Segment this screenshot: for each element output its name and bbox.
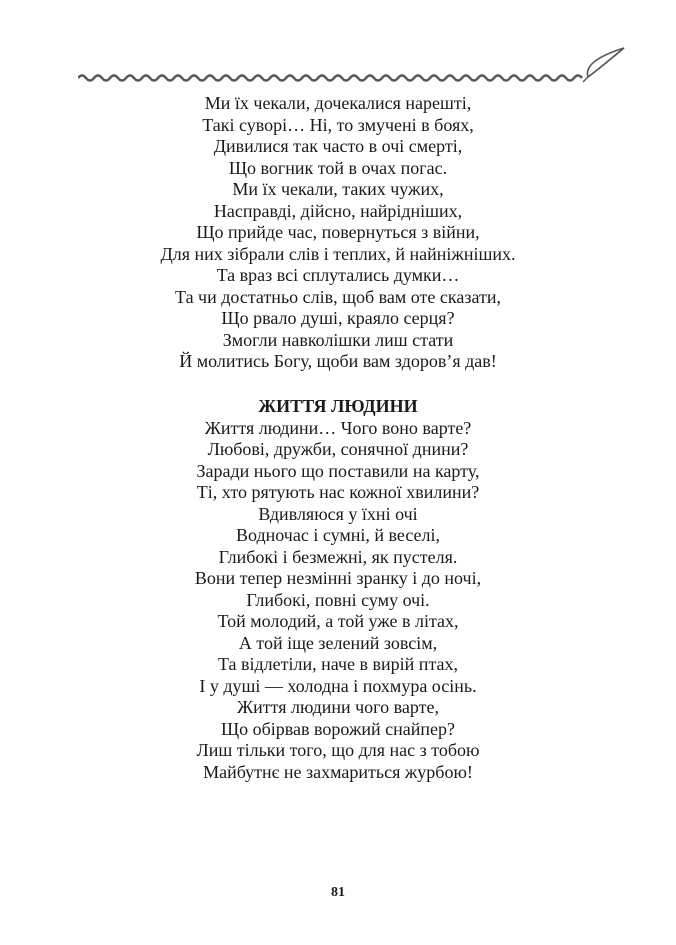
poem-intro [0, 93, 676, 373]
poem-line: Той молодий, а той уже в літах, [217, 611, 459, 631]
poem-line: Дивилися так часто в очі смерті, [213, 136, 463, 156]
poem-line: Насправді, дійсно, найрідніших, [213, 200, 463, 221]
poem-line: Що рвало душі, краяло серця? [221, 308, 455, 328]
poem-line: Ті, хто рятують нас кожної хвилини? [196, 482, 480, 502]
poem-line: Та відлетіли, наче в вирій птах, [217, 654, 459, 674]
poem-line: Змогли навколішки лиш стати [222, 329, 454, 350]
poem-line: Й молитись Богу, щоби вам здоров’я дав! [179, 351, 497, 371]
wavy-line-with-quill-icon [78, 46, 626, 90]
poem-line: І у душі — холодна і похмура осінь. [199, 675, 477, 696]
poem-title: ЖИТТЯ ЛЮДИНИ [258, 396, 418, 416]
page-number: 81 [331, 885, 345, 900]
poem-line: Та чи достатньо слів, щоб вам оте сказати, [175, 286, 501, 307]
poem-line: Життя людини… Чого воно варте? [204, 417, 472, 438]
poem-life [0, 396, 676, 783]
poem-line: Водночас і сумні, й веселі, [235, 525, 441, 545]
poem-line: Глибокі, повні суму очі. [246, 589, 430, 610]
poem-line: Глибокі і безмежні, як пустеля. [218, 546, 458, 567]
poem-line: Ми їх чекали, таких чужих, [232, 179, 444, 199]
poem-line: Та враз всі сплутались думки… [216, 265, 460, 285]
poem-line: Життя людини чого варте, [237, 697, 439, 717]
poem-line: Що прийде час, повернуться з війни, [196, 222, 480, 242]
poem-line: Заради нього що поставили на карту, [196, 460, 480, 481]
poem-line: А той іще зелений зовсім, [238, 632, 438, 653]
poem-line: Майбутнє не захмариться журбою! [203, 761, 473, 782]
poem-line: Лиш тільки того, що для нас з тобою [196, 740, 480, 760]
poem-line: Що вогник той в очах погас. [228, 157, 448, 178]
poem-line: Що обірвав ворожий снайпер? [220, 718, 456, 739]
poem-line: Такі суворі… Ні, то змучені в боях, [202, 114, 474, 135]
poem-line: Вдивляюся у їхні очі [258, 503, 418, 524]
poem-line: Любові, дружби, сонячної днини? [207, 439, 469, 459]
poem-line: Для них зібрали слів і теплих, й найніжніших. [160, 243, 516, 264]
poem-line: Вони тепер незмінні зранку і до ночі, [194, 568, 482, 588]
poem-line: Ми їх чекали, дочекалися нарешті, [204, 93, 472, 113]
